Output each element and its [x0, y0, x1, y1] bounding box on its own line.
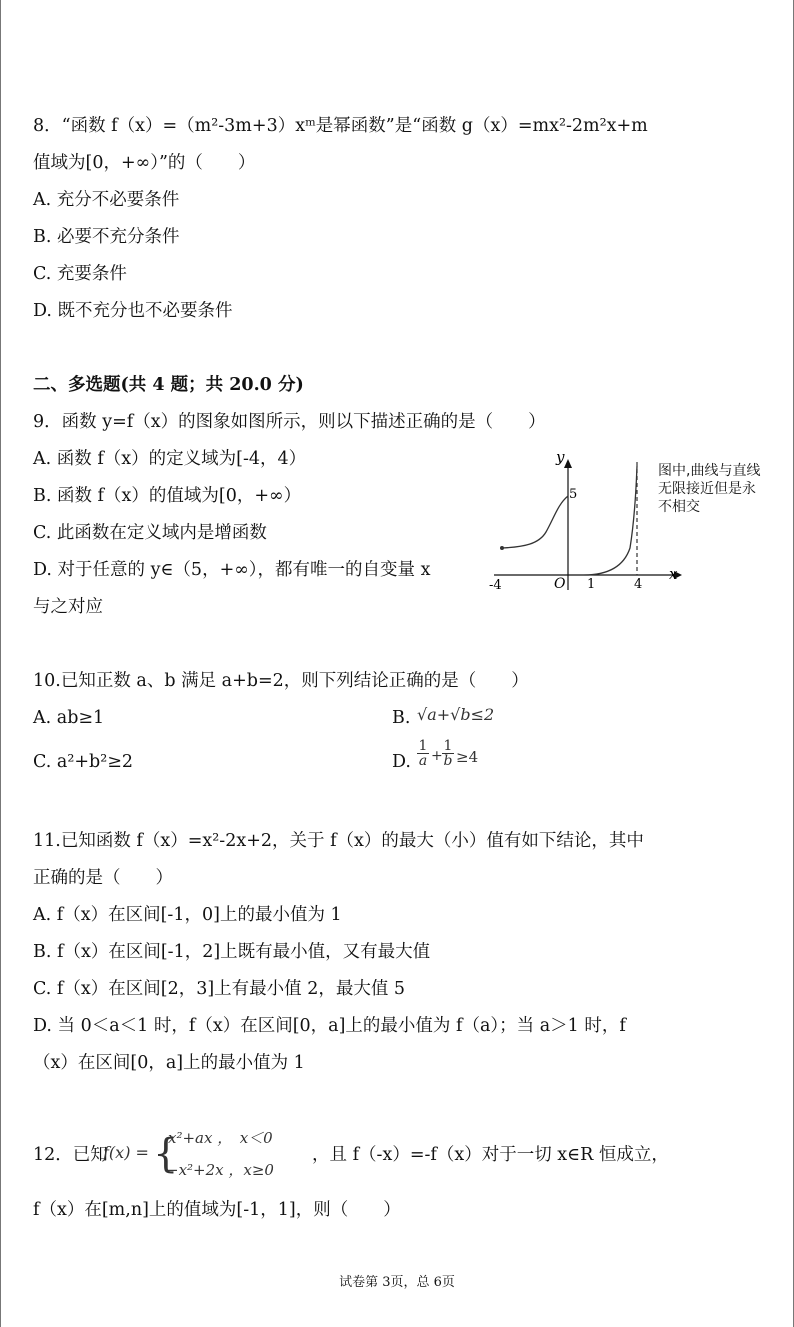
curve-left-branch	[502, 496, 568, 548]
q11-line1: 11.已知函数 f（x）=x²-2x+2，关于 f（x）的最大（小）值有如下结论，其中	[33, 831, 644, 851]
tick-x-minus4: -4	[489, 578, 502, 593]
tick-y-5: 5	[569, 487, 578, 502]
q10-option-d-plus: +	[431, 748, 443, 764]
q11-option-c: C. f（x）在区间[2，3]上有最小值 2，最大值 5	[33, 979, 406, 999]
x-axis-label: x	[669, 565, 678, 583]
curve-right-branch	[584, 466, 637, 575]
origin-label: O	[554, 576, 566, 592]
q11-option-a: A. f（x）在区间[-1，0]上的最小值为 1	[33, 905, 342, 925]
q9-option-a: A. 函数 f（x）的定义域为[-4，4）	[33, 449, 307, 469]
q9-option-d-cont: 与之对应	[33, 597, 103, 617]
page-footer: 试卷第 3页，总 6页	[339, 1275, 455, 1290]
q9-option-b: B. 函数 f（x）的值域为[0，+∞）	[33, 486, 302, 506]
q12-brace: {	[153, 1131, 179, 1177]
q10-option-d-tail: ≥4	[456, 748, 479, 766]
q10-option-d-frac-b: 1 b	[443, 738, 453, 769]
q12-suffix: ，且 f（-x）=-f（x）对于一切 x∈R 恒成立，	[312, 1145, 669, 1165]
page-edge-left	[0, 0, 1, 1327]
q9-option-c: C. 此函数在定义域内是增函数	[33, 523, 267, 543]
section-heading: 二、多选题(共 4 题；共 20.0 分)	[33, 375, 304, 395]
q11-line2: 正确的是（ ）	[33, 868, 173, 888]
q12-fx: f(x) =	[103, 1143, 149, 1162]
y-axis-label: y	[556, 448, 565, 466]
tick-x-4: 4	[634, 577, 643, 592]
tick-x-1: 1	[587, 577, 596, 592]
q8-option-d: D. 既不充分也不必要条件	[33, 301, 233, 321]
q8-line1: 8．“函数 f（x）=（m²-3m+3）xᵐ是幂函数”是“函数 g（x）=mx²-2m²x+m	[33, 116, 648, 136]
q12-prefix: 12．已知	[33, 1145, 108, 1165]
note-line-2: 无限接近但是永	[658, 481, 756, 497]
q9-stem: 9．函数 y=f（x）的图象如图所示，则以下描述正确的是（ ）	[33, 412, 546, 432]
q9-option-d: D. 对于任意的 y∈（5，+∞），都有唯一的自变量 x	[33, 560, 431, 580]
q8-option-b: B. 必要不充分条件	[33, 227, 180, 247]
q8-line2: 值域为[0，+∞）”的（ ）	[33, 153, 256, 173]
q12-case2: −x²+2x ，x≥0	[166, 1161, 274, 1179]
q10-option-d-frac-a: 1 a	[418, 738, 428, 769]
q10-option-b-label: B.	[392, 708, 411, 728]
q12-case1: x²+ax ， x＜0	[168, 1129, 273, 1147]
q8-option-c: C. 充要条件	[33, 264, 127, 284]
q8-option-a: A. 充分不必要条件	[33, 190, 180, 210]
q11-option-b: B. f（x）在区间[-1，2]上既有最小值，又有最大值	[33, 942, 431, 962]
q11-option-d: D. 当 0＜a＜1 时，f（x）在区间[0，a]上的最小值为 f（a）；当 a＞1 时，f	[33, 1016, 626, 1036]
q11-option-d-cont: （x）在区间[0，a]上的最小值为 1	[33, 1053, 305, 1073]
q12-line2: f（x）在[m,n]上的值域为[-1，1]，则（ ）	[33, 1200, 401, 1220]
y-axis-arrow	[564, 459, 572, 468]
q9-graph-note	[658, 462, 760, 516]
note-line-3: 不相交	[658, 499, 700, 515]
q10-option-d-label: D.	[392, 752, 411, 772]
q10-option-a: A. ab≥1	[33, 708, 105, 728]
note-line-1: 图中,曲线与直线	[658, 463, 761, 479]
q10-option-c: C. a²+b²≥2	[33, 752, 134, 772]
curve-left-endpoint	[500, 546, 504, 550]
q10-stem: 10.已知正数 a、b 满足 a+b=2，则下列结论正确的是（ ）	[33, 671, 529, 691]
q10-option-b-expr: √a+√b≤2	[417, 705, 495, 724]
